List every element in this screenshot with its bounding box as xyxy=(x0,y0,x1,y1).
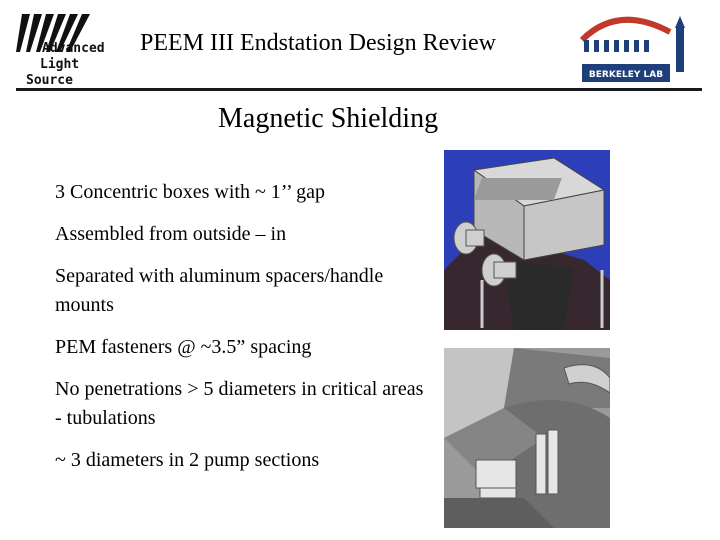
berkeley-lab-logo xyxy=(578,10,696,86)
berkeley-lab-label: BERKELEY LAB xyxy=(588,70,664,80)
shield-cutaway-render-image xyxy=(444,348,610,528)
svg-text:Light: Light xyxy=(40,57,80,72)
svg-text:Advanced: Advanced xyxy=(42,41,105,56)
slide-title: Magnetic Shielding xyxy=(218,103,439,134)
svg-text:Source: Source xyxy=(26,73,73,88)
bullet-item: ~ 3 diameters in 2 pump sections xyxy=(55,449,320,471)
bullet-list xyxy=(55,178,425,488)
header-divider xyxy=(16,88,702,91)
bullet-item: Separated with aluminum spacers/handle mounts xyxy=(55,265,384,316)
bullet-item: 3 Concentric boxes with ~ 1’’ gap xyxy=(55,181,326,203)
shield-assembly-render-image xyxy=(444,150,610,330)
bullet-item: PEM fasteners @ ~3.5” spacing xyxy=(55,336,312,358)
bullet-item: Assembled from outside – in xyxy=(55,223,287,245)
header-title: PEEM III Endstation Design Review xyxy=(140,30,496,56)
bullet-item: No penetrations > 5 diameters in critical areas - tubulations xyxy=(55,378,424,429)
advanced-light-source-logo xyxy=(16,12,126,88)
